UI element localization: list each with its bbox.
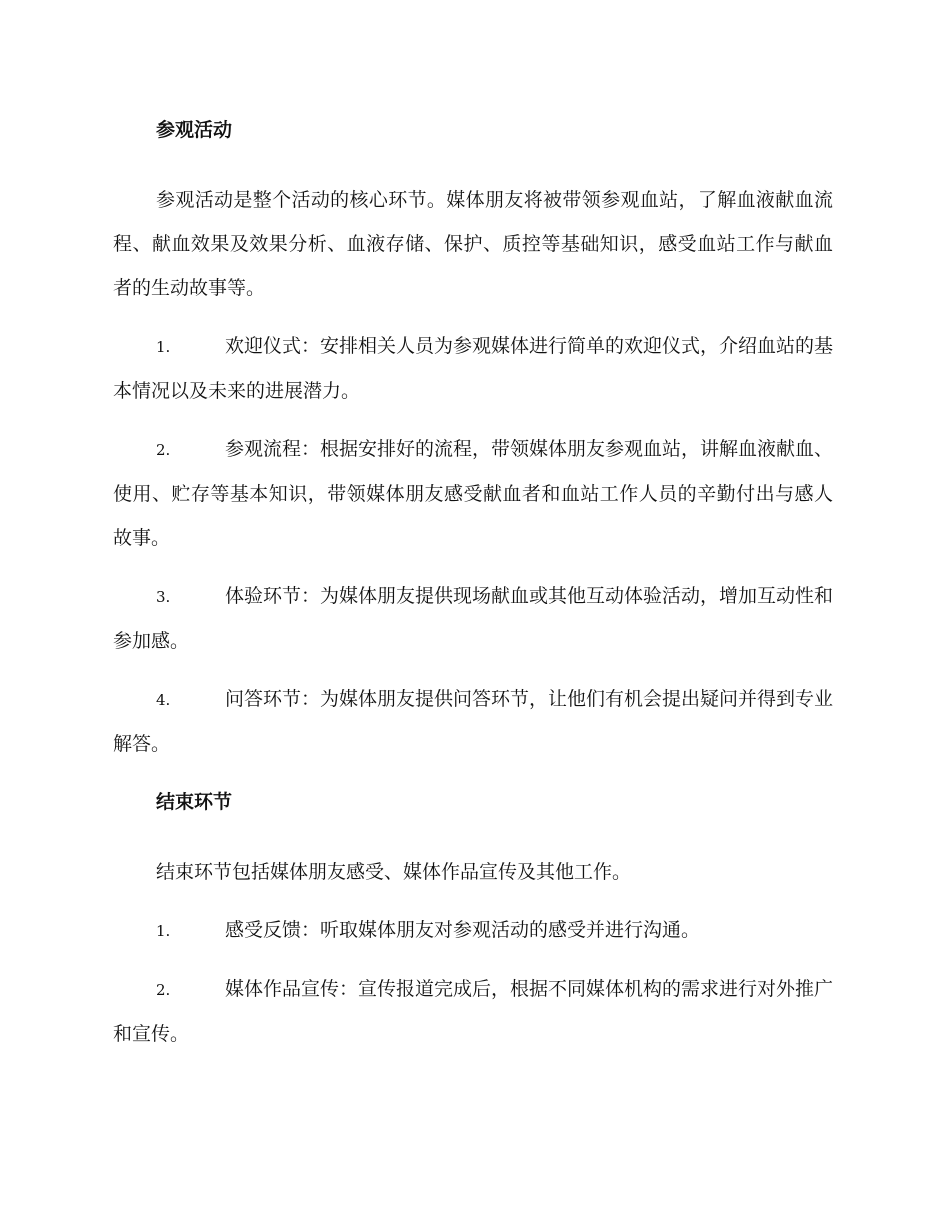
list-item-number: 2.	[156, 981, 171, 999]
list-item	[113, 908, 833, 953]
list-item-text: 感受反馈：听取媒体朋友对参观活动的感受并进行沟通。	[225, 919, 701, 941]
list-item-number: 1.	[156, 922, 171, 940]
list-item-number: 1.	[156, 338, 171, 356]
section-heading-closing: 结束环节	[156, 791, 233, 813]
section-heading-visit: 参观活动	[156, 119, 233, 141]
section-intro-closing: 结束环节包括媒体朋友感受、媒体作品宣传及其他工作。	[156, 861, 632, 883]
list-item-text: 媒体作品宣传：宣传报道完成后，根据不同媒体机构的需求进行对外推广和宣传。	[113, 978, 834, 1045]
list-item	[113, 427, 833, 560]
section-intro-visit: 参观活动是整个活动的核心环节。媒体朋友将被带领参观血站，了解血液献血流程、献血效果及效果分析、血液存储、保护、质控等基础知识，感受血站工作与献血者的生动故事等。	[113, 189, 833, 299]
list-item-text: 问答环节：为媒体朋友提供问答环节，让他们有机会提出疑问并得到专业解答。	[113, 688, 834, 755]
list-item-text: 体验环节：为媒体朋友提供现场献血或其他互动体验活动，增加互动性和参加感。	[113, 585, 834, 652]
list-item	[113, 677, 833, 766]
document-body	[113, 108, 833, 1070]
list-item-number: 4.	[156, 691, 171, 709]
list-item-text: 参观流程：根据安排好的流程，带领媒体朋友参观血站，讲解血液献血、使用、贮存等基本知识，带领媒体朋友感受献血者和血站工作人员的辛勤付出与感人故事。	[113, 438, 834, 549]
list-item-text: 欢迎仪式：安排相关人员为参观媒体进行简单的欢迎仪式，介绍血站的基本情况以及未来的进展潜力。	[113, 335, 834, 402]
list-item	[113, 967, 833, 1056]
list-item-number: 2.	[156, 441, 171, 459]
list-item-number: 3.	[156, 588, 171, 606]
list-item	[113, 324, 833, 413]
list-item	[113, 574, 833, 663]
